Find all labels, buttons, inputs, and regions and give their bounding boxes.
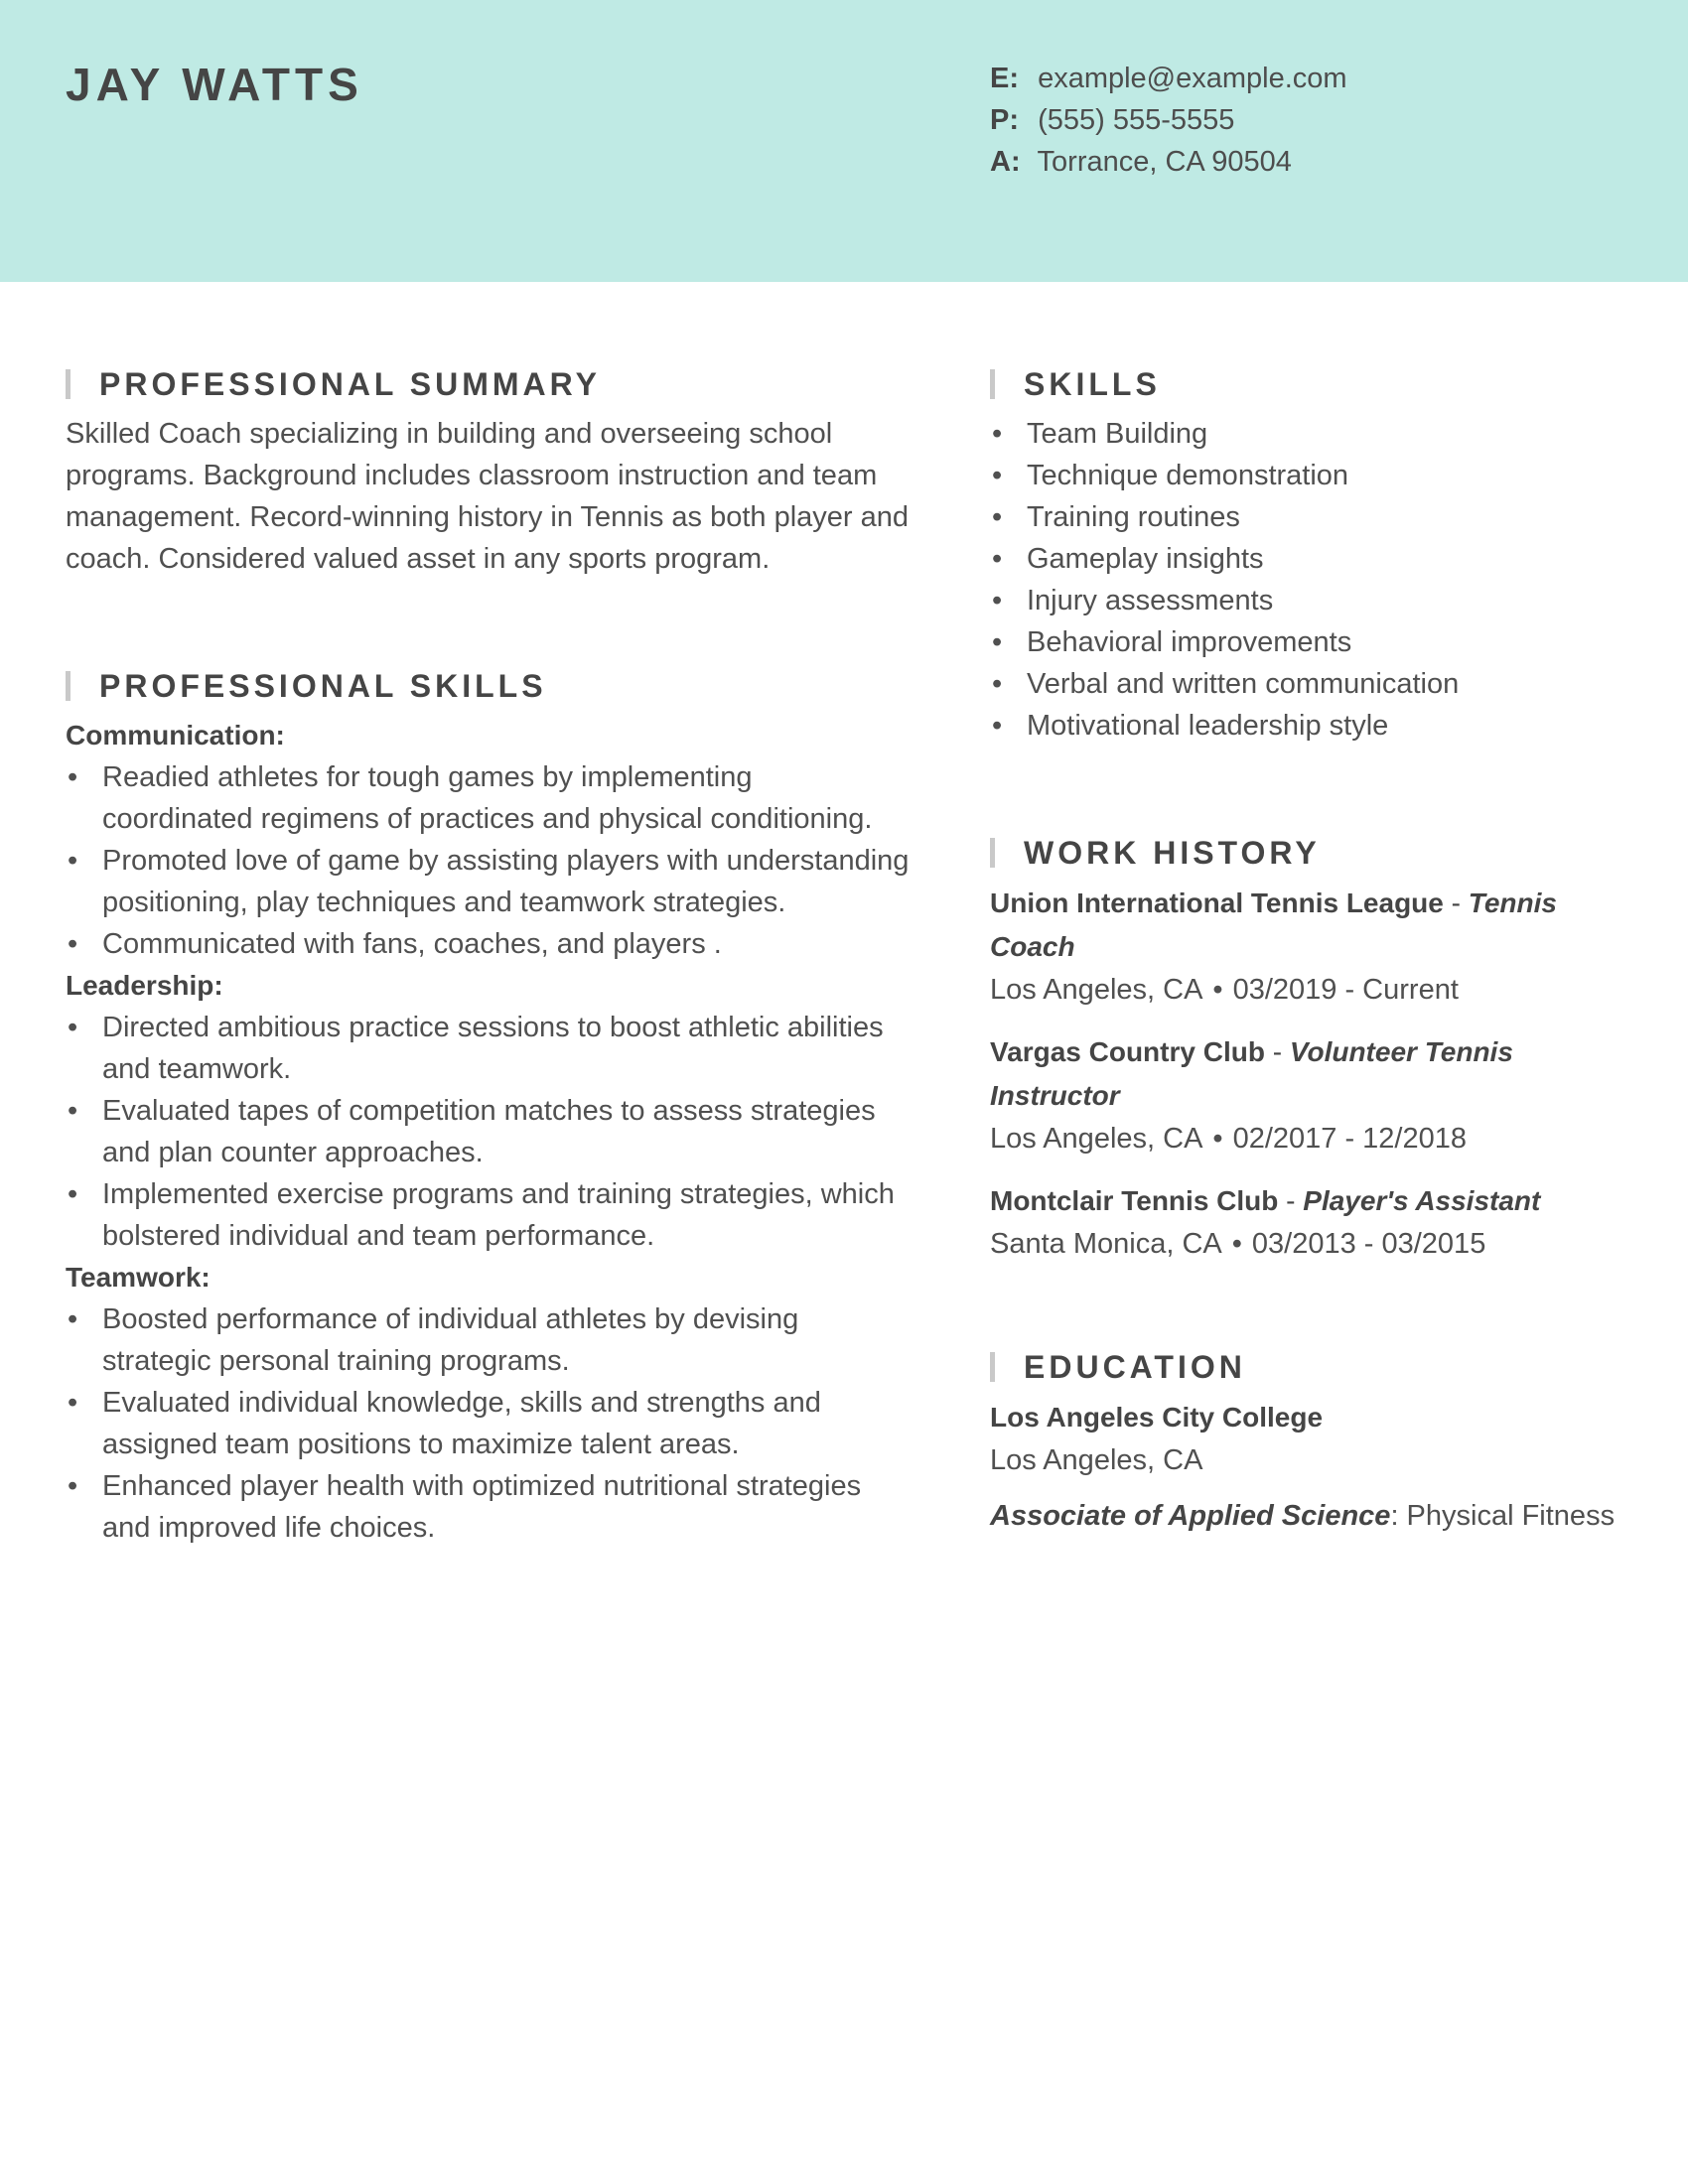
skills-heading-text: SKILLS xyxy=(1024,366,1161,402)
email-value[interactable]: example@example.com xyxy=(1038,63,1347,94)
job-role: Player's Assistant xyxy=(1303,1185,1541,1216)
heading-accent-bar xyxy=(990,369,995,399)
skill-item: • Verbal and written communication xyxy=(990,663,1645,705)
job-dates: 03/2019 - Current xyxy=(1232,974,1459,1006)
section-heading xyxy=(990,1342,1645,1392)
section-heading xyxy=(990,359,1645,409)
job-separator: - xyxy=(1278,1185,1304,1216)
list-item: • Evaluated tapes of competition matches to assess strategies and plan counter approaches. xyxy=(66,1090,910,1173)
address-value: Torrance, CA 90504 xyxy=(1037,146,1292,178)
job-entry xyxy=(990,882,1645,1011)
list-item: • Boosted performance of individual athletes by devising strategic personal training programs. xyxy=(66,1298,910,1382)
address-label: A: xyxy=(990,146,1021,178)
skill-item: • Technique demonstration xyxy=(990,455,1645,496)
list-item: • Readied athletes for tough games by implementing coordinated regimens of practices and physical conditioning. xyxy=(66,756,910,840)
job-location: Santa Monica, CA xyxy=(990,1228,1222,1260)
work-history-section xyxy=(990,828,1645,1265)
job-dates: 03/2013 - 03/2015 xyxy=(1251,1228,1486,1260)
section-heading xyxy=(66,359,910,409)
job-company: Vargas Country Club xyxy=(990,1036,1265,1067)
skill-item: • Behavioral improvements xyxy=(990,621,1645,663)
job-dates: 02/2017 - 12/2018 xyxy=(1232,1123,1468,1155)
heading-accent-bar xyxy=(66,369,70,399)
email-label: E: xyxy=(990,63,1019,94)
section-spacer xyxy=(990,1285,1645,1342)
summary-text: Skilled Coach specializing in building and overseeing school programs. Background includes classroom instruction and team management. Record-winning history in Tennis as both player and coach. Considered valued asset in any sports program. xyxy=(66,418,910,575)
work-history-heading-text: WORK HISTORY xyxy=(1024,835,1321,871)
skill-group-title: Leadership: xyxy=(66,970,223,1001)
skill-item: • Training routines xyxy=(990,496,1645,538)
job-title-line xyxy=(990,1030,1645,1118)
candidate-name: JAY WATTS xyxy=(66,59,363,110)
resume-header xyxy=(0,0,1688,282)
education-degree-line xyxy=(990,1495,1645,1537)
job-company: Union International Tennis League xyxy=(990,887,1444,918)
skill-group-title: Teamwork: xyxy=(66,1262,211,1293)
skill-item: • Motivational leadership style xyxy=(990,705,1645,747)
education-section xyxy=(990,1342,1645,1537)
education-school: Los Angeles City College xyxy=(990,1402,1324,1433)
skill-item: • Gameplay insights xyxy=(990,538,1645,580)
left-column xyxy=(66,359,910,1549)
list-item: • Promoted love of game by assisting players with understanding positioning, play techniques and teamwork strategies. xyxy=(66,840,910,923)
list-item: • Communicated with fans, coaches, and players . xyxy=(66,923,910,965)
professional-skills-section xyxy=(66,661,910,1549)
job-company: Montclair Tennis Club xyxy=(990,1185,1279,1216)
job-role: Volunteer Tennis Instructor xyxy=(990,1036,1513,1111)
professional-summary-section xyxy=(66,359,910,580)
job-meta-line xyxy=(990,969,1645,1011)
job-location: Los Angeles, CA xyxy=(990,974,1203,1006)
contact-email xyxy=(990,58,1347,99)
skill-group-list xyxy=(66,1298,910,1549)
phone-label: P: xyxy=(990,104,1019,136)
contact-address xyxy=(990,141,1347,183)
section-spacer xyxy=(990,747,1645,828)
skill-group-list xyxy=(66,756,910,965)
heading-accent-bar xyxy=(66,671,70,701)
skills-list xyxy=(990,413,1645,747)
section-spacer xyxy=(66,580,910,661)
heading-accent-bar xyxy=(990,1352,995,1382)
contact-info xyxy=(990,58,1347,183)
contact-phone xyxy=(990,99,1347,141)
education-location: Los Angeles, CA xyxy=(990,1444,1203,1476)
education-degree: Associate of Applied Science xyxy=(990,1500,1391,1532)
list-item: • Enhanced player health with optimized nutritional strategies and improved life choices. xyxy=(66,1465,910,1549)
job-title-line xyxy=(990,1179,1645,1223)
professional-skills-heading-text: PROFESSIONAL SKILLS xyxy=(99,668,547,704)
skill-item: • Injury assessments xyxy=(990,580,1645,621)
skill-group-title: Communication: xyxy=(66,720,285,751)
meta-bullet: • xyxy=(1231,1228,1242,1260)
meta-bullet: • xyxy=(1212,1123,1223,1155)
job-meta-line xyxy=(990,1118,1645,1160)
education-heading-text: EDUCATION xyxy=(1024,1349,1246,1385)
section-heading xyxy=(990,828,1645,878)
skills-section xyxy=(990,359,1645,747)
education-field: : Physical Fitness xyxy=(1390,1500,1616,1532)
skill-group-list xyxy=(66,1007,910,1257)
list-item: • Implemented exercise programs and training strategies, which bolstered individual and team performance. xyxy=(66,1173,910,1257)
job-title-line xyxy=(990,882,1645,969)
job-entry xyxy=(990,1179,1645,1265)
list-item: • Directed ambitious practice sessions to boost athletic abilities and teamwork. xyxy=(66,1007,910,1090)
summary-heading-text: PROFESSIONAL SUMMARY xyxy=(99,366,601,402)
section-heading xyxy=(66,661,910,711)
job-entry xyxy=(990,1030,1645,1160)
meta-bullet: • xyxy=(1212,974,1223,1006)
right-column xyxy=(990,359,1645,1537)
job-meta-line xyxy=(990,1223,1645,1265)
skill-item: • Team Building xyxy=(990,413,1645,455)
job-role: Tennis Coach xyxy=(990,887,1557,962)
phone-value[interactable]: (555) 555-5555 xyxy=(1038,104,1235,136)
job-separator: - xyxy=(1443,887,1469,918)
job-separator: - xyxy=(1264,1036,1290,1067)
list-item: • Evaluated individual knowledge, skills and strengths and assigned team positions to maximize talent areas. xyxy=(66,1382,910,1465)
job-location: Los Angeles, CA xyxy=(990,1123,1203,1155)
heading-accent-bar xyxy=(990,838,995,868)
